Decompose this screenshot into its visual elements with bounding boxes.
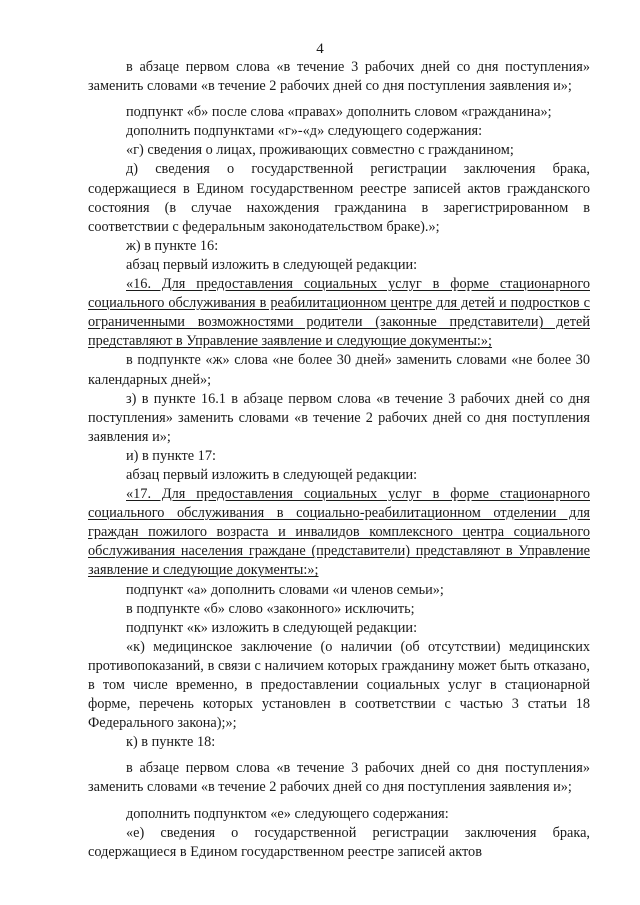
- paragraph-amend-first-clause: в абзаце первом слова «в течение 3 рабочих дней со дня поступления» заменить словами «в течение 2 рабочих дней со дня поступления заявления и»;: [88, 59, 590, 95]
- paragraph-point-16-1: з) в пункте 16.1 в абзаце первом слова «в течение 3 рабочих дней со дня поступления» заменить словами «в течение 2 рабочих дней со дня поступления заявления и»;: [88, 390, 590, 445]
- paragraph-amend-first-clause-2: в абзаце первом слова «в течение 3 рабочих дней со дня поступления» заменить словами «в течение 2 рабочих дней со дня поступления заявления и»;: [88, 760, 590, 796]
- paragraph-subpoint-a: подпункт «а» дополнить словами «и членов семьи»;: [126, 581, 444, 598]
- paragraph-subpoint-zh: в подпункте «ж» слова «не более 30 дней» заменить словами «не более 30 календарных дней»;: [88, 352, 590, 388]
- page-number: 4: [316, 41, 324, 57]
- paragraph-point-17: и) в пункте 17:: [126, 447, 216, 464]
- paragraph-first-clause-edit-2: абзац первый изложить в следующей редакции:: [126, 466, 418, 483]
- paragraph-subpoint-k: подпункт «к» изложить в следующей редакции:: [126, 619, 418, 636]
- paragraph-subpoint-d: д) сведения о государственной регистрации заключения брака, содержащиеся в Едином государственном реестре записей актов гражданского состояния (в случае нахождения гражданина в зарегистрированном в соответствии с федеральным законодательством браке).»;: [88, 161, 590, 235]
- paragraph-point-17-text: «17. Для предоставления социальных услуг в форме стационарного социального обслуживания в социально-реабилитационном отделении для граждан пожилого возраста и инвалидов комплексного центра социального обслуживания населения граждане (представители) представляют в Управление заявление и следующие документы:»;: [88, 486, 590, 579]
- paragraph-point-16-text: «16. Для предоставления социальных услуг в форме стационарного социального обслуживания в реабилитационном центре для детей и подростков с ограниченными возможностями родители (законные представители) детей представляют в Управление заявление и следующие документы:»;: [88, 276, 590, 350]
- paragraph-subpoint-k-text: «к) медицинское заключение (о наличии (об отсутствии) медицинских противопоказаний, в связи с наличием которых гражданину может быть отказано, в том числе временно, в предоставлении социальных услуг в стационарной форме, перечень которых установлен в соответствии с частью 3 статьи 18 Федерального закона);»;: [88, 638, 590, 732]
- document-body: [88, 58, 590, 862]
- paragraph-subpoint-b-exclude: в подпункте «б» слово «законного» исключить;: [126, 600, 415, 617]
- paragraph-first-clause-edit: абзац первый изложить в следующей редакции:: [126, 256, 418, 273]
- paragraph-point-16: ж) в пункте 16:: [126, 237, 219, 254]
- paragraph-subpoint-b: подпункт «б» после слова «правах» дополнить словом «гражданина»;: [126, 104, 552, 121]
- paragraph-point-18: к) в пункте 18:: [126, 734, 216, 751]
- paragraph-add-subpoints-g-d: дополнить подпунктами «г»-«д» следующего содержания:: [126, 123, 483, 140]
- paragraph-subpoint-e: «е) сведения о государственной регистрации заключения брака, содержащиеся в Едином государственном реестре записей актов: [88, 824, 590, 860]
- paragraph-subpoint-g: «г) сведения о лицах, проживающих совместно с гражданином;: [126, 142, 514, 159]
- paragraph-add-subpoint-e: дополнить подпунктом «е» следующего содержания:: [126, 805, 449, 822]
